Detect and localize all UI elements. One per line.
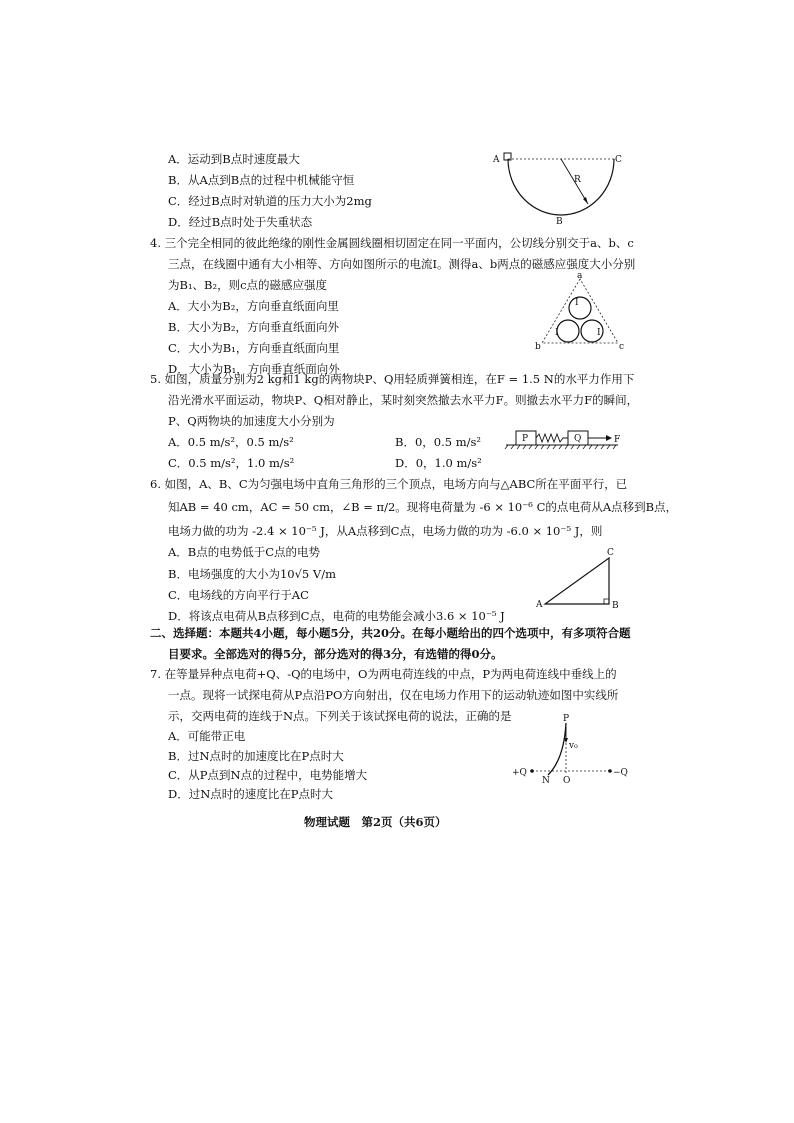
q3-option-b: B．从A点到B点的过程中机械能守恒 — [168, 173, 355, 187]
q5-option-a: A．0.5 m/s²，0.5 m/s² — [168, 435, 294, 449]
q7-label-v0: v₀ — [569, 741, 578, 751]
q7-stem-line-1: 7. 在等量异种点电荷+Q、-Q的电场中，O为两电荷连线的中点，P为两电荷连线中垂线上的 — [150, 667, 617, 681]
q7-label-minus-q: −Q — [613, 768, 628, 778]
q6-label-b: B — [612, 601, 619, 611]
q5-option-c: C．0.5 m/s²，1.0 m/s² — [168, 456, 295, 470]
q6-stem-line-2: 知AB = 40 cm，AC = 50 cm，∠B = π/2。现将电荷量为 -6 × 10⁻⁶ C的点电荷从A点移到B点， — [168, 500, 678, 514]
q7-label-plus-q: +Q — [512, 768, 527, 778]
q4-label-b: b — [535, 342, 541, 352]
q5-label-q: Q — [574, 434, 582, 444]
section-2-heading-line-1: 二、选择题：本题共4小题，每小题5分，共20分。在每小题给出的四个选项中，有多项符合题 — [150, 626, 631, 640]
q4-option-d: D．大小为B₁，方向垂直纸面向外 — [168, 362, 340, 376]
q3-semicircle-figure — [490, 152, 622, 227]
q7-option-b: B．过N点时的加速度比在P点时大 — [168, 749, 344, 763]
q5-option-d: D．0，1.0 m/s² — [395, 456, 482, 470]
q4-option-b: B．大小为B₂，方向垂直纸面向外 — [168, 320, 340, 334]
q7-label-p: P — [563, 714, 570, 724]
q6-option-b: B．电场强度的大小为10√5 V/m — [168, 567, 336, 581]
q3-option-a: A．运动到B点时速度最大 — [168, 152, 300, 166]
q7-option-a: A．可能带正电 — [168, 729, 246, 743]
q5-blocks-figure — [500, 428, 630, 454]
q4-label-i-right: I — [597, 328, 601, 338]
q4-label-c: c — [619, 342, 625, 352]
q3-label-a: A — [493, 155, 500, 165]
q3-label-c: C — [615, 155, 622, 165]
q6-label-c: C — [607, 548, 614, 558]
q4-stem-line-2: 三点，在线圈中通有大小相等、方向如图所示的电流I。测得a、b两点的磁感应强度大小分别 — [168, 257, 636, 271]
q3-label-r: R — [574, 175, 581, 185]
q7-option-c: C．从P点到N点的过程中，电势能增大 — [168, 768, 368, 782]
q5-option-b: B．0，0.5 m/s² — [395, 435, 482, 449]
q4-coils-figure — [530, 271, 630, 355]
q5-stem-line-2: 沿光滑水平面运动，物块P、Q相对静止，某时刻突然撤去水平力F。则撤去水平力F的瞬间， — [168, 393, 639, 407]
page-footer: 物理试题 第2页（共6页） — [304, 815, 447, 829]
q6-option-d: D．将该点电荷从B点移到C点，电荷的电势能会减小3.6 × 10⁻⁵ J — [168, 609, 505, 623]
q7-trajectory-figure — [512, 715, 632, 791]
q3-option-d: D．经过B点时处于失重状态 — [168, 215, 313, 229]
q7-stem-line-2: 一点。现将一试探电荷从P点沿PO方向射出，仅在电场力作用下的运动轨迹如图中实线所 — [168, 688, 619, 702]
q3-label-b: B — [556, 217, 563, 227]
q5-label-f: F — [614, 435, 621, 445]
q4-stem-line-3: 为B₁、B₂，则c点的磁感应强度 — [168, 278, 328, 292]
section-2-heading-line-2: 目要求。全部选对的得5分，部分选对的得3分，有选错的得0分。 — [168, 647, 503, 661]
q6-option-a: A．B点的电势低于C点的电势 — [168, 545, 321, 559]
q5-stem-line-1: 5. 如图，质量分别为2 kg和1 kg的两物块P、Q用轻质弹簧相连，在F = 1.5 N的水平力作用下 — [150, 372, 635, 386]
q6-stem-line-1: 6. 如图，A、B、C为匀强电场中直角三角形的三个顶点，电场方向与△ABC所在平面平行，已 — [150, 477, 628, 491]
q4-option-a: A．大小为B₂，方向垂直纸面向里 — [168, 299, 339, 313]
q5-stem-line-3: P、Q两物块的加速度大小分别为 — [168, 414, 335, 428]
q7-label-n: N — [542, 776, 550, 786]
q6-triangle-figure — [535, 550, 625, 610]
q7-option-d: D．过N点时的速度比在P点时大 — [168, 787, 334, 801]
q4-option-c: C．大小为B₁，方向垂直纸面向里 — [168, 341, 340, 355]
q7-stem-line-3: 示，交两电荷的连线于N点。下列关于该试探电荷的说法，正确的是 — [168, 709, 512, 723]
q4-label-a: a — [577, 271, 583, 281]
q4-stem-line-1: 4. 三个完全相同的彼此绝缘的刚性金属圆线圈相切固定在同一平面内，公切线分别交于a、b、c — [150, 236, 634, 250]
q6-option-c: C．电场线的方向平行于AC — [168, 588, 309, 602]
q6-stem-line-3: 电场力做的功为 -2.4 × 10⁻⁵ J，从A点移到C点，电场力做的功为 -6.0 × 10⁻⁵ J，则 — [168, 524, 603, 538]
q4-label-i-top: I — [575, 298, 579, 308]
q4-label-i-left: I — [555, 328, 559, 338]
q3-option-c: C．经过B点时对轨道的压力大小为2mg — [168, 194, 372, 208]
q5-label-p: P — [522, 434, 529, 444]
q7-label-o: O — [563, 776, 571, 786]
q6-label-a: A — [536, 600, 543, 610]
